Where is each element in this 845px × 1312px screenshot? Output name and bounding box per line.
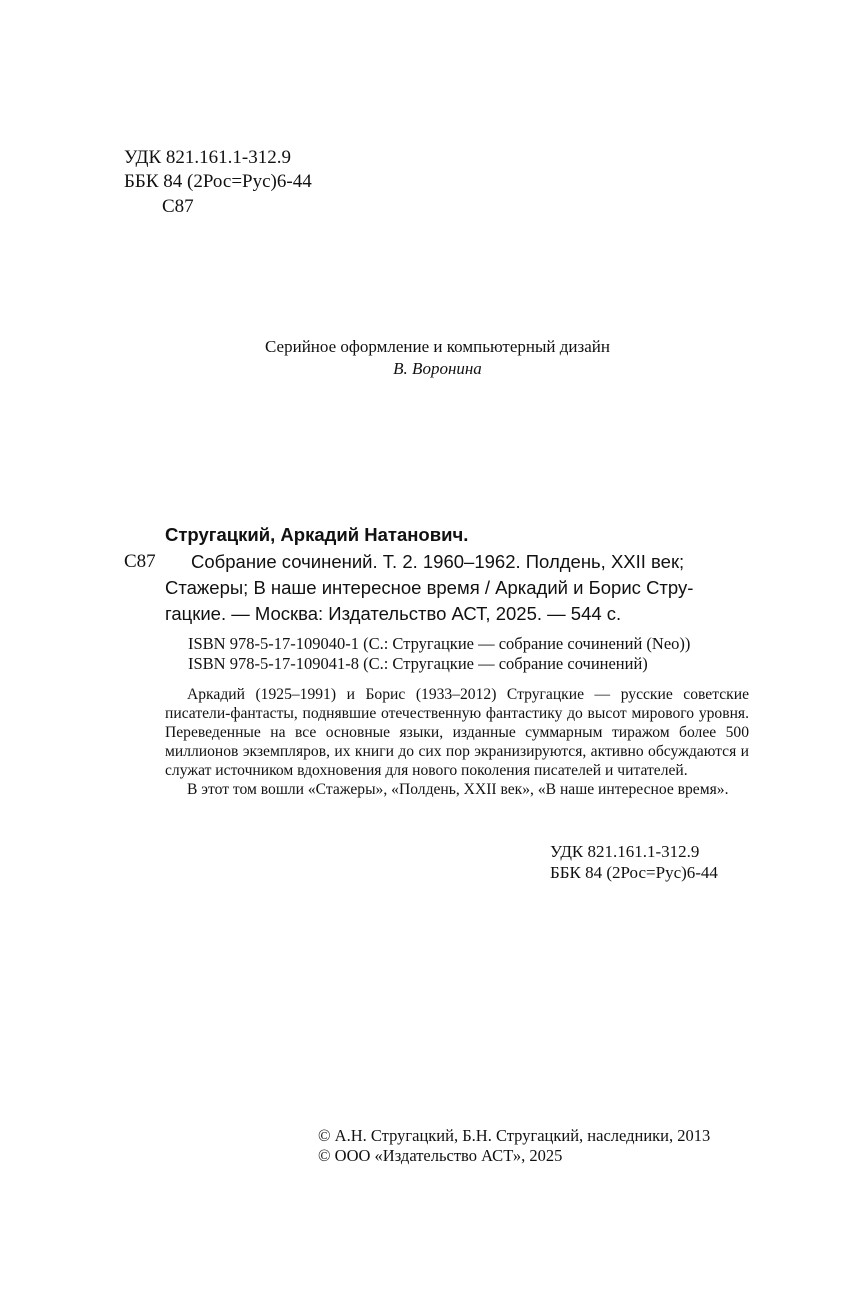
description-line: Стажеры; В наше интересное время / Аркадий и Борис Стру- xyxy=(165,577,694,598)
record-cipher: С87 xyxy=(124,551,156,572)
annotation-paragraph: Аркадий (1925–1991) и Борис (1933–2012) Стругацкие — русские советские писатели-фантасты, поднявшие отечественную фантастику до высот мирового уровня. Переведенные на все основные языки, изданные суммарным тиражом более 500 миллионов экземпляров, их книги до сих пор экранизируются, активно обсуждаются и служат источником вдохновения для нового поколения писателей и читателей. xyxy=(165,686,749,779)
annotation xyxy=(165,685,749,799)
isbn-line: ISBN 978-5-17-109041-8 (С.: Стругацкие — собрание сочинений) xyxy=(188,654,648,673)
copyright-line: © ООО «Издательство АСТ», 2025 xyxy=(318,1146,563,1165)
udk-code: УДК 821.161.1-312.9 xyxy=(124,147,291,168)
design-credit-text: Серийное оформление и компьютерный дизайн xyxy=(265,337,610,356)
description-line: гацкие. — Москва: Издательство АСТ, 2025. — 544 с. xyxy=(165,603,622,624)
designer-name: В. Воронина xyxy=(393,359,482,378)
bbk-code: ББК 84 (2Рос=Рус)6-44 xyxy=(124,171,312,192)
author-heading: Стругацкий, Аркадий Натанович. xyxy=(165,524,469,545)
annotation-paragraph: В этот том вошли «Стажеры», «Полдень, XXII век», «В наше интересное время». xyxy=(187,781,729,798)
bbk-code: ББК 84 (2Рос=Рус)6-44 xyxy=(550,863,718,882)
description-line: Собрание сочинений. Т. 2. 1960–1962. Полдень, XXII век; xyxy=(191,551,685,572)
isbn-line: ISBN 978-5-17-109040-1 (С.: Стругацкие — собрание сочинений (Neo)) xyxy=(188,634,691,653)
copyright-line: © А.Н. Стругацкий, Б.Н. Стругацкий, наследники, 2013 xyxy=(318,1126,711,1145)
author-cipher: С87 xyxy=(162,196,194,217)
udk-code: УДК 821.161.1-312.9 xyxy=(550,842,700,861)
